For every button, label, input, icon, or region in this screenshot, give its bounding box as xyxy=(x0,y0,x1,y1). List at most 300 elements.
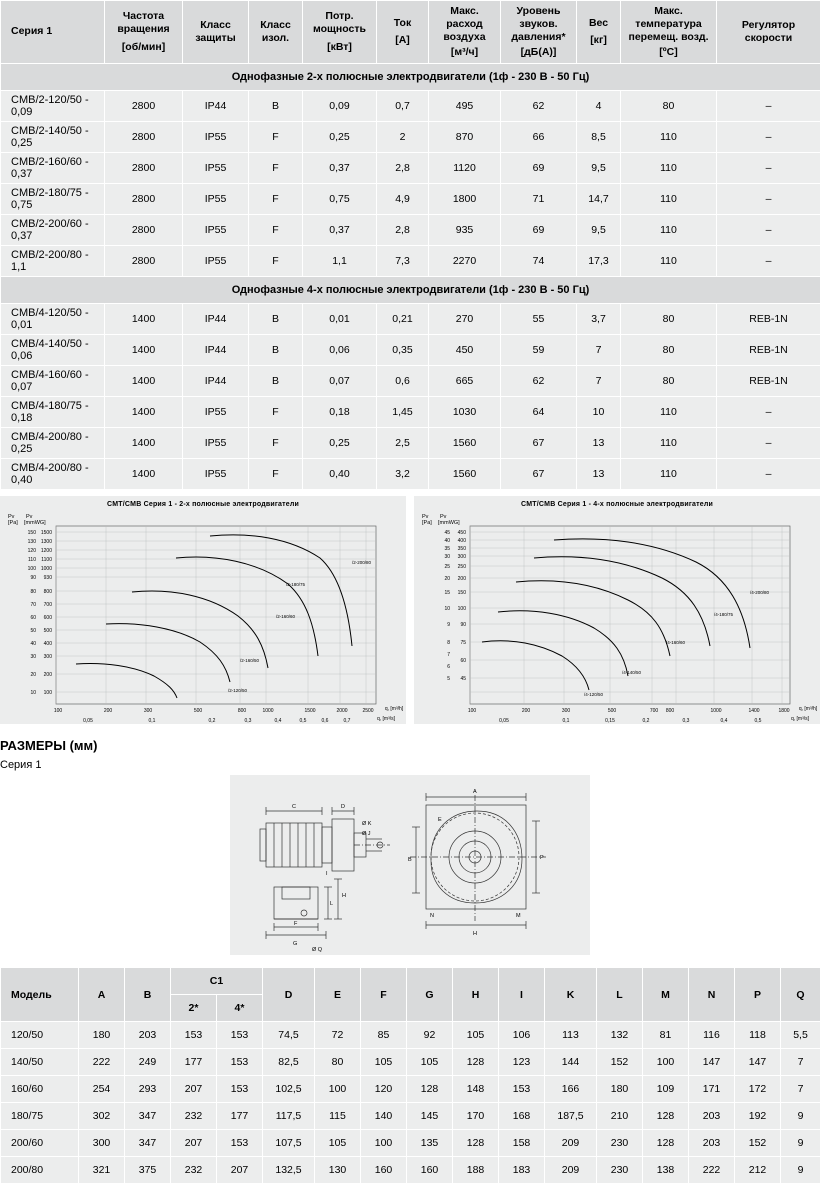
dims-cell: 172 xyxy=(735,1076,781,1103)
spec-cell: 10 xyxy=(577,397,621,428)
svg-text:A: A xyxy=(473,789,477,795)
spec-cell: 110 xyxy=(621,184,717,215)
dims-cell: 347 xyxy=(125,1103,171,1130)
dimension-drawing xyxy=(230,775,590,955)
spec-cell: 870 xyxy=(429,122,501,153)
svg-text:B: B xyxy=(408,857,412,863)
svg-text:/2-160/50: /2-160/50 xyxy=(240,658,260,663)
spec-table-body xyxy=(1,64,820,490)
spec-cell-model: CMB/4-160/60 - 0,07 xyxy=(1,366,105,397)
svg-text:15: 15 xyxy=(444,590,450,596)
spec-cell: 1400 xyxy=(105,459,183,490)
svg-text:P: P xyxy=(540,855,544,861)
svg-text:0,6: 0,6 xyxy=(322,718,329,724)
spec-cell: F xyxy=(249,215,303,246)
spec-cell: 0,7 xyxy=(377,91,429,122)
svg-text:930: 930 xyxy=(44,575,53,581)
spec-cell: REB-1N xyxy=(717,335,820,366)
dims-cell: 254 xyxy=(79,1076,125,1103)
spec-header-cell xyxy=(1,1,105,64)
spec-cell: 9,5 xyxy=(577,215,621,246)
spec-cell: 2 xyxy=(377,122,429,153)
spec-header-line2: [об/мин] xyxy=(108,41,179,54)
spec-cell: 1,1 xyxy=(303,246,377,277)
dims-header-b: B xyxy=(125,968,171,1022)
spec-header-line1: Макс. температура перемещ. возд. xyxy=(624,5,713,44)
svg-text:Pv: Pv xyxy=(26,514,33,520)
spec-header-line1: Уровень звуков. давления* xyxy=(504,5,573,44)
spec-cell: 0,25 xyxy=(303,428,377,459)
spec-cell: IP44 xyxy=(183,91,249,122)
spec-cell: 4 xyxy=(577,91,621,122)
svg-text:40: 40 xyxy=(444,538,450,544)
spec-cell: 2800 xyxy=(105,122,183,153)
spec-cell: 62 xyxy=(501,366,577,397)
spec-cell: 69 xyxy=(501,153,577,184)
svg-text:30: 30 xyxy=(30,654,36,660)
table-row xyxy=(1,91,820,122)
dims-cell: 128 xyxy=(453,1130,499,1157)
dims-cell: 120 xyxy=(361,1076,407,1103)
svg-text:1000: 1000 xyxy=(262,708,273,714)
spec-cell: IP55 xyxy=(183,397,249,428)
dims-cell: 203 xyxy=(125,1022,171,1049)
svg-text:q, [m³/h]: q, [m³/h] xyxy=(799,706,818,712)
svg-text:50: 50 xyxy=(30,628,36,634)
spec-section-title: Однофазные 4-х полюсные электродвигатели (1ф - 230 В - 50 Гц) xyxy=(1,277,820,304)
spec-cell: 1400 xyxy=(105,335,183,366)
svg-text:/4-180/75: /4-180/75 xyxy=(714,612,734,617)
dims-cell: 9 xyxy=(781,1103,820,1130)
spec-cell-model: CMB/2-180/75 - 0,75 xyxy=(1,184,105,215)
svg-text:100: 100 xyxy=(468,708,477,714)
dims-cell: 188 xyxy=(453,1157,499,1184)
svg-text:0,3: 0,3 xyxy=(683,718,690,724)
svg-text:45: 45 xyxy=(444,530,450,536)
spec-cell: 110 xyxy=(621,122,717,153)
svg-text:C: C xyxy=(292,804,296,810)
dims-cell: 115 xyxy=(315,1103,361,1130)
spec-cell: 80 xyxy=(621,366,717,397)
spec-cell: 0,75 xyxy=(303,184,377,215)
dims-cell: 109 xyxy=(643,1076,689,1103)
svg-text:500: 500 xyxy=(608,708,617,714)
spec-cell: 80 xyxy=(621,91,717,122)
spec-header-line1: Серия 1 xyxy=(11,25,101,38)
spec-header-line2: [м³/ч] xyxy=(432,46,497,59)
svg-text:120: 120 xyxy=(28,548,37,554)
chart-title: CMT/CMB Серия 1 - 4-х полюсные электродвигатели xyxy=(414,501,820,508)
spec-cell: F xyxy=(249,397,303,428)
svg-text:150: 150 xyxy=(28,530,37,536)
svg-text:[mmWG]: [mmWG] xyxy=(438,520,460,526)
dims-cell: 153 xyxy=(217,1076,263,1103)
spec-cell-model: CMB/2-140/50 - 0,25 xyxy=(1,122,105,153)
dims-cell: 166 xyxy=(545,1076,597,1103)
spec-cell: – xyxy=(717,184,820,215)
dims-cell: 153 xyxy=(217,1049,263,1076)
spec-cell: 1800 xyxy=(429,184,501,215)
svg-text:Pv: Pv xyxy=(440,514,447,520)
svg-text:10: 10 xyxy=(444,606,450,612)
dimensions-table xyxy=(0,967,820,1184)
svg-text:Ø J: Ø J xyxy=(362,831,371,837)
spec-cell: – xyxy=(717,459,820,490)
spec-cell: 2,5 xyxy=(377,428,429,459)
dims-table-body xyxy=(1,1022,820,1184)
dims-cell: 128 xyxy=(407,1076,453,1103)
svg-text:1000: 1000 xyxy=(710,708,721,714)
svg-text:1800: 1800 xyxy=(778,708,789,714)
svg-text:/4-160/60: /4-160/60 xyxy=(666,640,686,645)
spec-header-cell xyxy=(621,1,717,64)
dims-cell: 135 xyxy=(407,1130,453,1157)
spec-cell: 3,7 xyxy=(577,304,621,335)
spec-cell-model: CMB/2-200/80 - 1,1 xyxy=(1,246,105,277)
dims-cell: 7 xyxy=(781,1076,820,1103)
svg-text:1500: 1500 xyxy=(304,708,315,714)
dims-cell: 117,5 xyxy=(263,1103,315,1130)
svg-text:0,3: 0,3 xyxy=(245,718,252,724)
dims-cell: 85 xyxy=(361,1022,407,1049)
dims-cell: 105 xyxy=(315,1130,361,1157)
svg-text:2500: 2500 xyxy=(362,708,373,714)
svg-text:[mmWG]: [mmWG] xyxy=(24,520,46,526)
spec-cell: – xyxy=(717,215,820,246)
dims-header-row xyxy=(1,968,820,995)
spec-cell: F xyxy=(249,122,303,153)
table-row xyxy=(1,215,820,246)
dims-header-g: G xyxy=(407,968,453,1022)
chart-2-pole-svg xyxy=(0,496,406,724)
dims-cell: 105 xyxy=(361,1049,407,1076)
spec-cell: – xyxy=(717,428,820,459)
dims-cell: 106 xyxy=(499,1022,545,1049)
svg-text:I: I xyxy=(326,871,328,877)
svg-text:100: 100 xyxy=(458,606,467,612)
svg-text:110: 110 xyxy=(28,557,36,563)
svg-text:2000: 2000 xyxy=(336,708,347,714)
spec-cell: 110 xyxy=(621,459,717,490)
spec-section-title: Однофазные 2-х полюсные электродвигатели (1ф - 230 В - 50 Гц) xyxy=(1,64,820,91)
spec-cell-model: CMB/4-140/50 - 0,06 xyxy=(1,335,105,366)
dims-cell: 171 xyxy=(689,1076,735,1103)
svg-text:350: 350 xyxy=(458,546,467,552)
svg-text:130: 130 xyxy=(28,539,37,545)
dims-cell: 116 xyxy=(689,1022,735,1049)
svg-text:90: 90 xyxy=(30,575,36,581)
spec-cell: 71 xyxy=(501,184,577,215)
dims-cell: 180 xyxy=(79,1022,125,1049)
dims-cell: 107,5 xyxy=(263,1130,315,1157)
dims-header-q: Q xyxy=(781,968,820,1022)
spec-cell: – xyxy=(717,397,820,428)
spec-cell: 1400 xyxy=(105,304,183,335)
spec-cell: 1030 xyxy=(429,397,501,428)
svg-text:0,1: 0,1 xyxy=(149,718,156,724)
svg-text:E: E xyxy=(438,817,442,823)
dims-cell: 102,5 xyxy=(263,1076,315,1103)
table-row xyxy=(1,184,820,215)
spec-header-line2: [А] xyxy=(380,34,425,47)
spec-header-line1: Класс защиты xyxy=(186,19,245,45)
svg-text:H: H xyxy=(342,893,346,899)
spec-cell: 55 xyxy=(501,304,577,335)
spec-header-line1: Ток xyxy=(380,17,425,30)
svg-text:0,4: 0,4 xyxy=(275,718,282,724)
dims-cell: 232 xyxy=(171,1157,217,1184)
spec-header-cell xyxy=(717,1,820,64)
spec-cell: 0,37 xyxy=(303,153,377,184)
svg-text:100: 100 xyxy=(44,690,53,696)
spec-cell: 2800 xyxy=(105,91,183,122)
svg-text:800: 800 xyxy=(44,589,53,595)
spec-cell: 0,18 xyxy=(303,397,377,428)
spec-cell: 7 xyxy=(577,335,621,366)
svg-text:Pv: Pv xyxy=(422,514,429,520)
svg-text:60: 60 xyxy=(30,615,36,621)
svg-text:/2-180/75: /2-180/75 xyxy=(286,582,306,587)
dims-cell: 132,5 xyxy=(263,1157,315,1184)
dims-cell: 152 xyxy=(735,1130,781,1157)
table-row xyxy=(1,304,820,335)
dims-cell: 9 xyxy=(781,1157,820,1184)
dims-cell: 153 xyxy=(171,1022,217,1049)
dims-subheader-c1-4pole: 4* xyxy=(217,995,263,1022)
dims-cell: 321 xyxy=(79,1157,125,1184)
dims-cell: 128 xyxy=(643,1130,689,1157)
spec-cell: F xyxy=(249,459,303,490)
performance-charts xyxy=(0,496,820,724)
dims-cell: 5,5 xyxy=(781,1022,820,1049)
chart-2-pole xyxy=(0,496,406,724)
spec-cell: 0,21 xyxy=(377,304,429,335)
spec-cell: F xyxy=(249,246,303,277)
spec-header-line1: Регулятор скорости xyxy=(720,19,817,45)
dims-cell: 209 xyxy=(545,1157,597,1184)
spec-cell: 450 xyxy=(429,335,501,366)
svg-text:D: D xyxy=(341,804,345,810)
spec-cell: 110 xyxy=(621,246,717,277)
dims-cell: 180 xyxy=(597,1076,643,1103)
spec-cell: 0,25 xyxy=(303,122,377,153)
table-row xyxy=(1,366,820,397)
spec-cell: – xyxy=(717,122,820,153)
dims-header-e: E xyxy=(315,968,361,1022)
dims-cell: 153 xyxy=(499,1076,545,1103)
svg-text:70: 70 xyxy=(30,602,36,608)
spec-cell: IP44 xyxy=(183,366,249,397)
svg-text:8: 8 xyxy=(447,640,450,646)
spec-cell: – xyxy=(717,153,820,184)
svg-text:1400: 1400 xyxy=(748,708,759,714)
spec-header-cell xyxy=(577,1,621,64)
svg-text:45: 45 xyxy=(460,676,466,682)
svg-text:700: 700 xyxy=(44,602,53,608)
dims-cell: 302 xyxy=(79,1103,125,1130)
dims-cell: 100 xyxy=(361,1130,407,1157)
svg-text:q, [m³/s]: q, [m³/s] xyxy=(791,716,810,722)
spec-cell: F xyxy=(249,428,303,459)
spec-header-line2: [ºC] xyxy=(624,46,713,59)
dims-cell-model: 120/50 xyxy=(1,1022,79,1049)
spec-cell: 0,09 xyxy=(303,91,377,122)
dims-cell: 92 xyxy=(407,1022,453,1049)
spec-cell: 0,35 xyxy=(377,335,429,366)
dims-cell: 138 xyxy=(643,1157,689,1184)
dims-cell: 147 xyxy=(735,1049,781,1076)
spec-cell: B xyxy=(249,335,303,366)
svg-text:0,4: 0,4 xyxy=(721,718,728,724)
table-row xyxy=(1,397,820,428)
spec-header-cell xyxy=(105,1,183,64)
svg-text:400: 400 xyxy=(44,641,53,647)
dims-cell-model: 140/50 xyxy=(1,1049,79,1076)
spec-header-line2: [дБ(А)] xyxy=(504,46,573,59)
svg-text:0,5: 0,5 xyxy=(755,718,762,724)
svg-text:/2-120/50: /2-120/50 xyxy=(228,688,248,693)
spec-header-cell xyxy=(377,1,429,64)
spec-cell: 1,45 xyxy=(377,397,429,428)
dims-header-n: N xyxy=(689,968,735,1022)
dims-cell: 207 xyxy=(171,1130,217,1157)
spec-cell: IP55 xyxy=(183,428,249,459)
dims-cell: 80 xyxy=(315,1049,361,1076)
spec-cell: 14,7 xyxy=(577,184,621,215)
spec-cell: 74 xyxy=(501,246,577,277)
dims-cell-model: 160/60 xyxy=(1,1076,79,1103)
dims-cell: 72 xyxy=(315,1022,361,1049)
svg-text:700: 700 xyxy=(650,708,659,714)
dims-cell-model: 200/80 xyxy=(1,1157,79,1184)
dims-header-i: I xyxy=(499,968,545,1022)
spec-cell: IP55 xyxy=(183,215,249,246)
svg-text:0,1: 0,1 xyxy=(563,718,570,724)
svg-text:500: 500 xyxy=(44,628,53,634)
svg-text:300: 300 xyxy=(144,708,153,714)
spec-cell: 495 xyxy=(429,91,501,122)
svg-text:1500: 1500 xyxy=(41,530,52,536)
svg-text:/4-200/80: /4-200/80 xyxy=(750,590,770,595)
svg-text:G: G xyxy=(293,941,297,947)
table-row xyxy=(1,1157,820,1184)
spec-cell: 1400 xyxy=(105,366,183,397)
dims-cell: 128 xyxy=(643,1103,689,1130)
spec-cell: 2,8 xyxy=(377,215,429,246)
dims-cell: 160 xyxy=(407,1157,453,1184)
dims-cell: 192 xyxy=(735,1103,781,1130)
dims-header-k: K xyxy=(545,968,597,1022)
svg-text:800: 800 xyxy=(666,708,675,714)
svg-text:Ø K: Ø K xyxy=(362,821,372,827)
spec-header-line1: Потр. мощность xyxy=(306,10,373,36)
svg-text:300: 300 xyxy=(562,708,571,714)
spec-cell-model: CMB/2-120/50 - 0,09 xyxy=(1,91,105,122)
dims-cell: 210 xyxy=(597,1103,643,1130)
dims-cell: 130 xyxy=(315,1157,361,1184)
svg-text:75: 75 xyxy=(460,640,466,646)
dims-header-m: M xyxy=(643,968,689,1022)
dims-cell-model: 200/60 xyxy=(1,1130,79,1157)
spec-cell: 80 xyxy=(621,304,717,335)
spec-cell: 0,07 xyxy=(303,366,377,397)
spec-cell: – xyxy=(717,91,820,122)
table-row xyxy=(1,122,820,153)
spec-cell: IP55 xyxy=(183,184,249,215)
dims-cell: 207 xyxy=(217,1157,263,1184)
svg-text:25: 25 xyxy=(444,564,450,570)
spec-cell: 1560 xyxy=(429,459,501,490)
spec-cell: 270 xyxy=(429,304,501,335)
spec-cell: 110 xyxy=(621,153,717,184)
table-row xyxy=(1,153,820,184)
spec-cell-model: CMB/4-180/75 - 0,18 xyxy=(1,397,105,428)
spec-cell: REB-1N xyxy=(717,304,820,335)
spec-cell: 13 xyxy=(577,428,621,459)
spec-cell: 1400 xyxy=(105,397,183,428)
svg-text:0,7: 0,7 xyxy=(344,718,351,724)
spec-header-line1: Макс. расход воздуха xyxy=(432,5,497,44)
svg-text:q, [m³/h]: q, [m³/h] xyxy=(385,706,404,712)
dims-subheader-c1-2pole: 2* xyxy=(171,995,217,1022)
dims-cell: 160 xyxy=(361,1157,407,1184)
dims-header-p: P xyxy=(735,968,781,1022)
spec-section-title-row xyxy=(1,64,820,91)
svg-text:1200: 1200 xyxy=(41,548,52,554)
spec-section-title-row xyxy=(1,277,820,304)
svg-text:1300: 1300 xyxy=(41,539,52,545)
spec-cell: 1400 xyxy=(105,428,183,459)
spec-cell: B xyxy=(249,304,303,335)
dims-cell: 140 xyxy=(361,1103,407,1130)
dims-cell: 105 xyxy=(407,1049,453,1076)
dims-cell: 105 xyxy=(453,1022,499,1049)
svg-text:H: H xyxy=(473,931,477,937)
table-row xyxy=(1,1103,820,1130)
dims-cell: 222 xyxy=(689,1157,735,1184)
dims-cell: 9 xyxy=(781,1130,820,1157)
table-row xyxy=(1,1076,820,1103)
dims-cell: 183 xyxy=(499,1157,545,1184)
dims-cell: 168 xyxy=(499,1103,545,1130)
spec-cell: 4,9 xyxy=(377,184,429,215)
svg-text:200: 200 xyxy=(104,708,113,714)
dims-header-model: Модель xyxy=(1,968,79,1022)
dims-cell: 170 xyxy=(453,1103,499,1130)
svg-text:200: 200 xyxy=(522,708,531,714)
dims-cell: 347 xyxy=(125,1130,171,1157)
spec-cell: 2270 xyxy=(429,246,501,277)
dims-cell: 100 xyxy=(315,1076,361,1103)
svg-text:300: 300 xyxy=(458,554,467,560)
svg-text:20: 20 xyxy=(444,576,450,582)
dims-cell: 132 xyxy=(597,1022,643,1049)
svg-text:200: 200 xyxy=(458,576,467,582)
dims-cell: 144 xyxy=(545,1049,597,1076)
spec-cell: 3,2 xyxy=(377,459,429,490)
svg-text:500: 500 xyxy=(194,708,203,714)
svg-text:200: 200 xyxy=(44,672,53,678)
spec-cell: 69 xyxy=(501,215,577,246)
svg-text:0,5: 0,5 xyxy=(300,718,307,724)
spec-header-cell xyxy=(429,1,501,64)
dims-cell: 7 xyxy=(781,1049,820,1076)
svg-text:35: 35 xyxy=(444,546,450,552)
dims-header-f: F xyxy=(361,968,407,1022)
spec-cell: 7,3 xyxy=(377,246,429,277)
dims-cell: 100 xyxy=(643,1049,689,1076)
dimension-drawing-svg xyxy=(230,775,590,955)
